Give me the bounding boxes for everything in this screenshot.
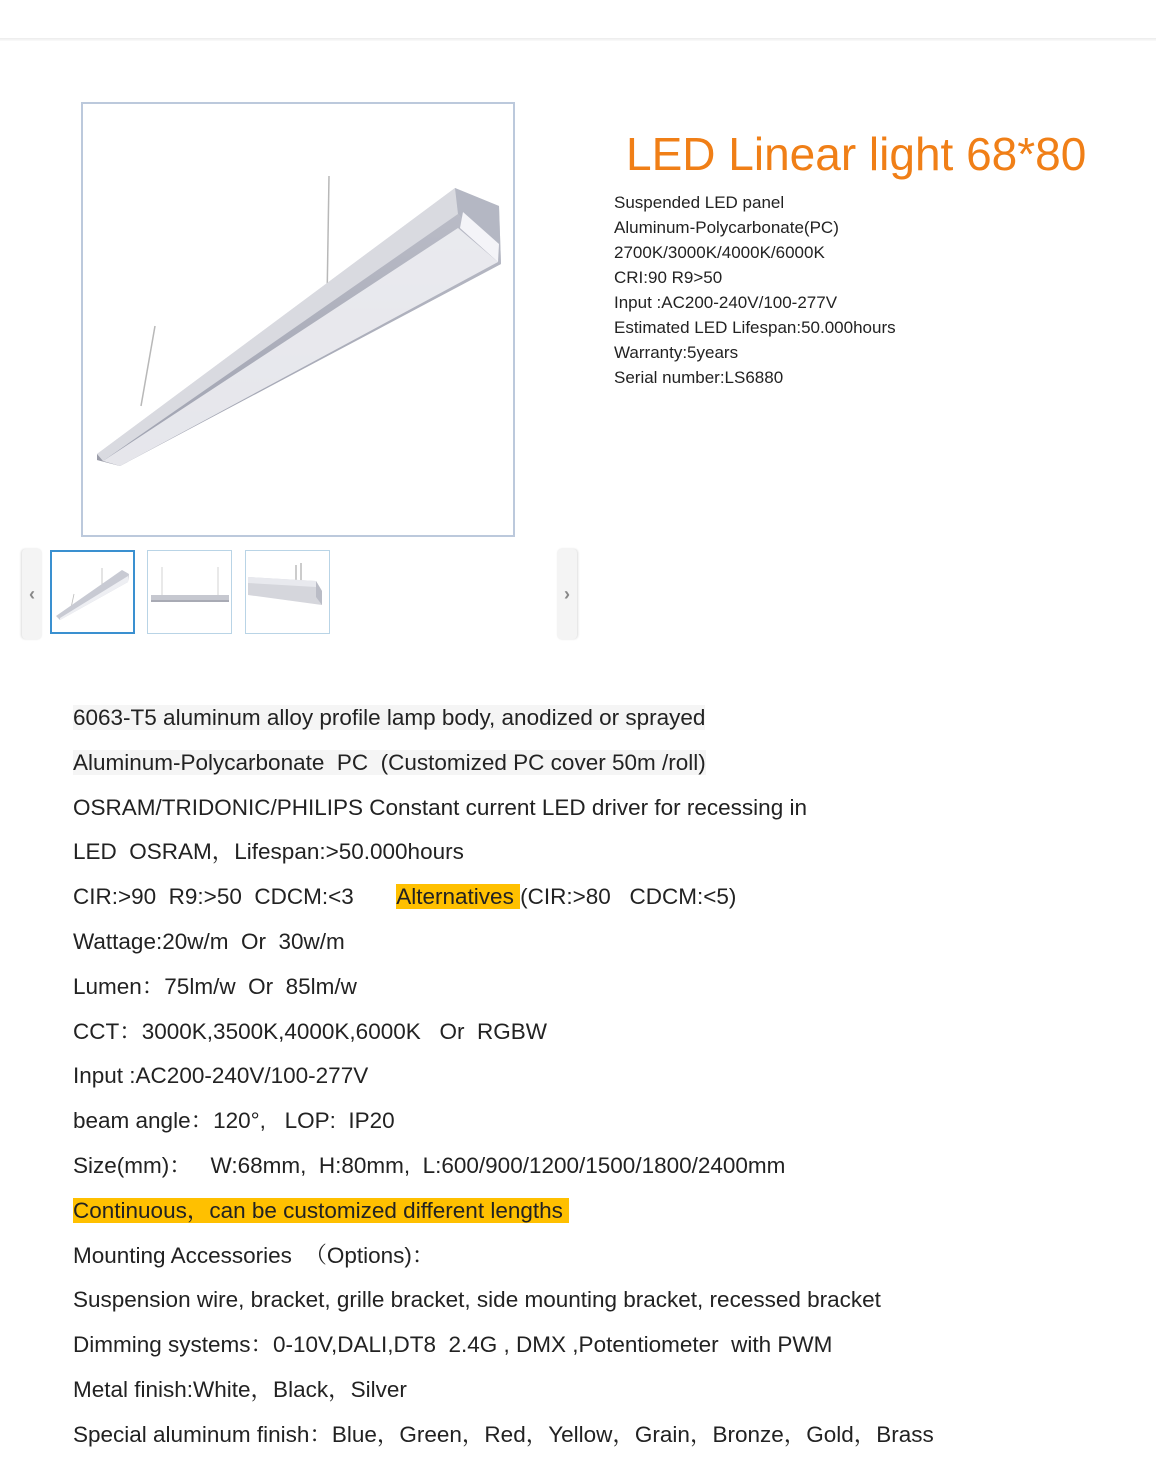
description-text: Metal finish:White，Black，Silver: [73, 1376, 407, 1402]
description-text: Mounting Accessories （Options)：: [73, 1242, 435, 1268]
description-text: Special aluminum finish：Blue，Green，Red，Yellow，Grain，Bronze，Gold，Brass: [73, 1421, 934, 1447]
spec-item: Estimated LED Lifespan:50.000hours: [614, 318, 896, 337]
description-text: CCT：3000K,3500K,4000K,6000K Or RGBW: [73, 1018, 547, 1044]
alternatives-highlight: Alternatives: [396, 884, 521, 910]
chevron-right-icon: ›: [564, 583, 570, 604]
description-text: CIR:>90 R9:>50 CDCM:<3: [73, 884, 397, 910]
description-text: OSRAM/TRIDONIC/PHILIPS Constant current LED driver for recessing in: [73, 794, 807, 820]
thumbnail-image-perspective: [246, 551, 329, 633]
description-line-body-material: [73, 696, 934, 741]
description-line-led: [73, 830, 934, 875]
chevron-left-icon: ‹: [29, 583, 35, 604]
description-line-accessories: [73, 1278, 934, 1323]
description-line-special-finish: [73, 1413, 934, 1458]
description-line-input: [73, 1054, 934, 1099]
description-line-lumen: [73, 965, 934, 1010]
linear-light-image: [83, 104, 513, 535]
description-text: beam angle：120°, LOP: IP20: [73, 1108, 395, 1134]
description-line-cri: [73, 875, 934, 920]
description-line-continuous: [73, 1189, 934, 1234]
gallery-prev-button[interactable]: [22, 549, 42, 639]
spec-item: 2700K/3000K/4000K/6000K: [614, 243, 825, 262]
description-line-wattage: [73, 920, 934, 965]
product-description: [73, 696, 934, 1458]
description-text: Input :AC200-240V/100-277V: [73, 1063, 369, 1089]
description-line-metal-finish: [73, 1368, 934, 1413]
description-line-size: [73, 1144, 934, 1189]
description-text: Suspension wire, bracket, grille bracket, side mounting bracket, recessed bracket: [73, 1287, 881, 1313]
description-text: Size(mm)： W:68mm, H:80mm, L:600/900/1200/1500/1800/2400mm: [73, 1152, 786, 1178]
description-line-driver: [73, 786, 934, 831]
spec-item: Suspended LED panel: [614, 193, 785, 212]
description-text: Wattage:20w/m Or 30w/m: [73, 928, 345, 954]
product-spec-list: [614, 190, 896, 390]
product-title: LED Linear light 68*80: [626, 128, 1087, 180]
description-text: 6063-T5 aluminum alloy profile lamp body, anodized or sprayed: [73, 705, 706, 730]
spec-item: CRI:90 R9>50: [614, 268, 723, 287]
gallery-next-button[interactable]: [557, 549, 577, 639]
spec-item: Warranty:5years: [614, 343, 739, 362]
description-text: (CIR:>80 CDCM:<5): [520, 884, 737, 910]
spec-item: Serial number:LS6880: [614, 368, 784, 387]
description-line-mounting: [73, 1234, 934, 1279]
thumbnail-image-diagonal: [52, 552, 133, 632]
continuous-highlight: Continuous，can be customized different lengths: [73, 1197, 570, 1223]
header-divider: [0, 38, 1156, 41]
gallery-thumbnail-3[interactable]: [245, 550, 330, 634]
description-line-cover: [73, 741, 934, 786]
description-text: Lumen：75lm/w Or 85lm/w: [73, 973, 357, 999]
description-text: Aluminum-Polycarbonate PC (Customized PC cover 50m /roll): [73, 749, 706, 775]
description-text: LED OSRAM，Lifespan:>50.000hours: [73, 839, 464, 865]
thumbnail-image-side: [148, 551, 231, 633]
description-line-dimming: [73, 1323, 934, 1368]
product-main-image[interactable]: [81, 102, 515, 537]
description-text: Dimming systems：0-10V,DALI,DT8 2.4G , DMX ,Potentiometer with PWM: [73, 1332, 833, 1358]
description-line-cct: [73, 1010, 934, 1055]
gallery-thumbnail-1[interactable]: [50, 550, 135, 634]
spec-item: Input :AC200-240V/100-277V: [614, 293, 838, 312]
description-line-beam: [73, 1099, 934, 1144]
gallery-thumbnail-2[interactable]: [147, 550, 232, 634]
spec-item: Aluminum-Polycarbonate(PC): [614, 218, 839, 237]
